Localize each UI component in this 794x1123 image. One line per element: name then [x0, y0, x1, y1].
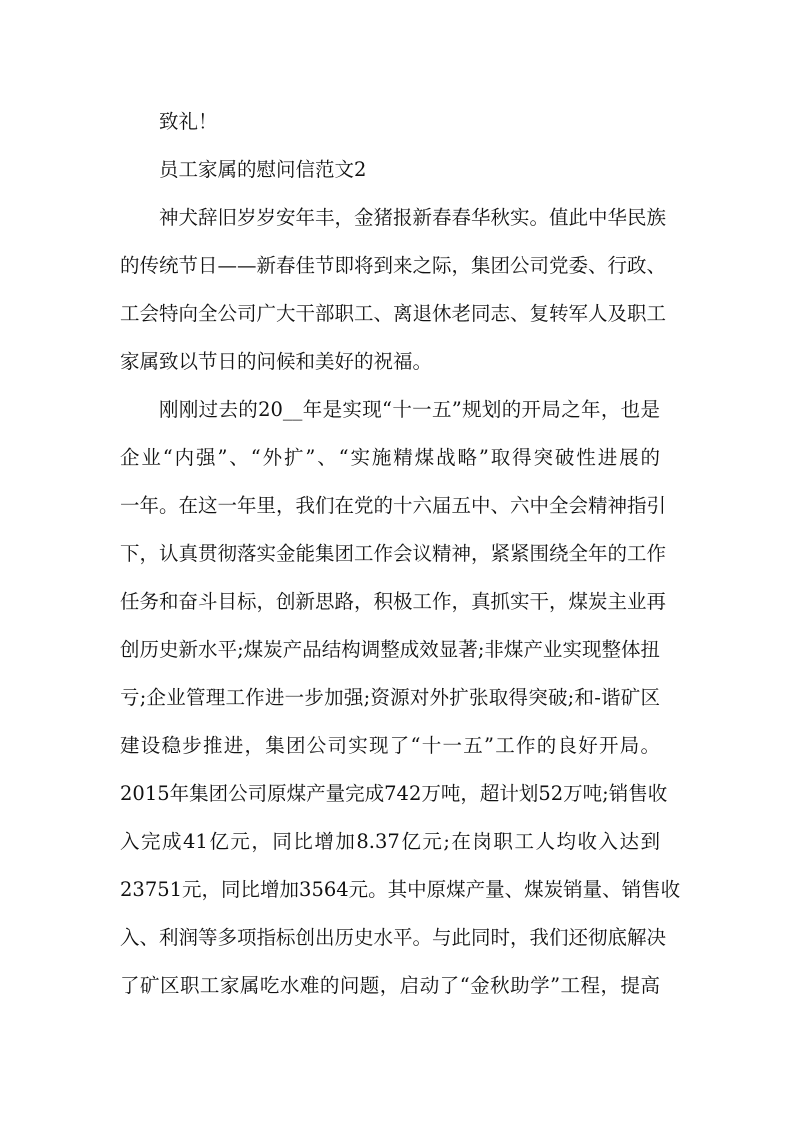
paragraph-line: 家属致以节日的问候和美好的祝福。: [120, 350, 433, 373]
paragraph-line: 的传统节日——新春佳节即将到来之际，集团公司党委、行政、: [120, 254, 667, 277]
paragraph-line: 了矿区职工家属吃水难的问题，启动了“金秋助学”工程，提高: [120, 974, 660, 997]
paragraph-line: 2015年集团公司原煤产量完成742万吨，超计划52万吨;销售收: [120, 782, 668, 805]
paragraph-line: 建设稳步推进，集团公司实现了“十一五”工作的良好开局。: [120, 734, 660, 757]
paragraph-line: 23751元，同比增加3564元。其中原煤产量、煤炭销量、销售收: [120, 878, 681, 901]
paragraph-line: 一年。在这一年里，我们在党的十六届五中、六中全会精神指引: [120, 494, 667, 517]
paragraph-line: 企业“内强”、“外扩”、“实施精煤战略”取得突破性进展的: [120, 446, 660, 469]
paragraph-line: 亏;企业管理工作进一步加强;资源对外扩张取得突破;和-谐矿区: [120, 686, 660, 709]
paragraph-line: 神犬辞旧岁岁安年丰，金猪报新春春华秋实。值此中华民族: [159, 206, 667, 229]
closing-salutation: 致礼！: [159, 110, 218, 133]
paragraph-line: 入完成41亿元，同比增加8.37亿元;在岗职工人均收入达到: [120, 830, 660, 853]
paragraph-line: 工会特向全公司广大干部职工、离退休老同志、复转军人及职工: [120, 302, 667, 325]
paragraph-line: 创历史新水平;煤炭产品结构调整成效显著;非煤产业实现整体扭: [120, 638, 660, 661]
paragraph-line: 刚刚过去的20__年是实现“十一五”规划的开局之年，也是: [159, 398, 660, 421]
paragraph-line: 入、利润等多项指标创出历史水平。与此同时，我们还彻底解决: [120, 926, 667, 949]
section-heading: 员工家属的慰问信范文2: [159, 158, 367, 181]
paragraph-line: 任务和奋斗目标，创新思路，积极工作，真抓实干，煤炭主业再: [120, 590, 667, 613]
paragraph-line: 下，认真贯彻落实金能集团工作会议精神，紧紧围绕全年的工作: [120, 542, 667, 565]
